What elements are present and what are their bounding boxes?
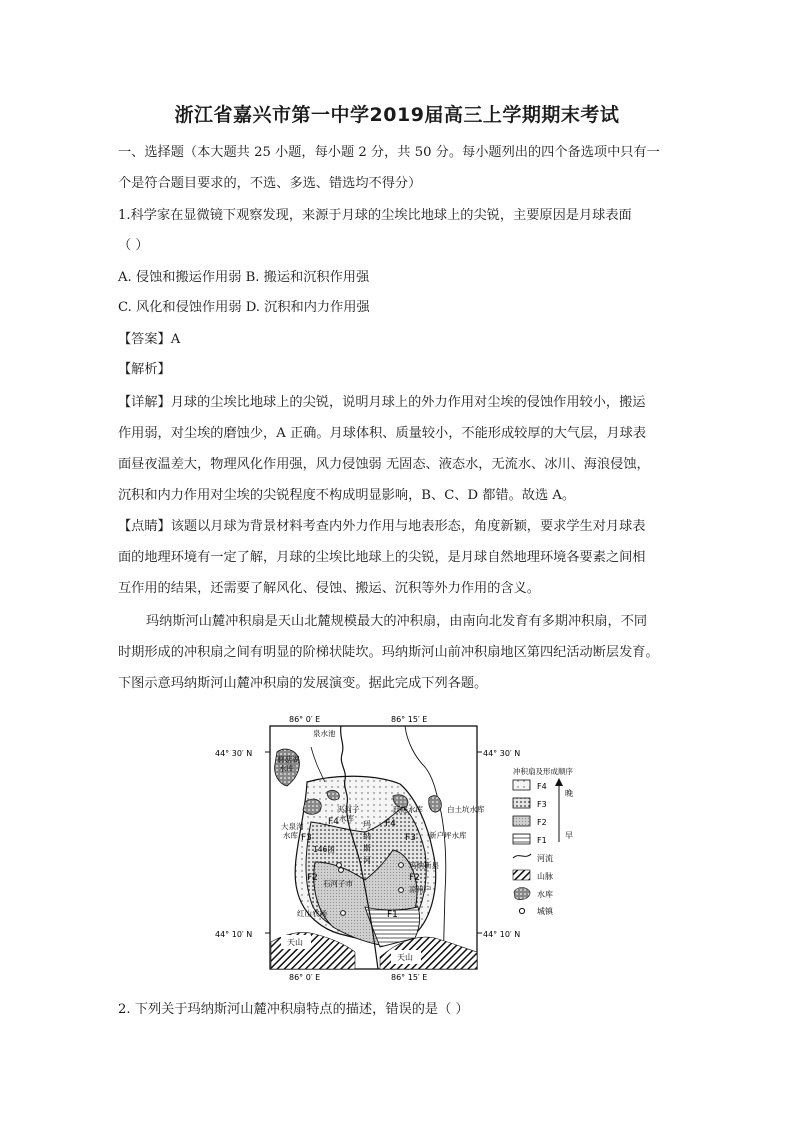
- lat-label-bottom-left: 44° 10′ N: [215, 930, 253, 939]
- place-baitukeng: 白土坑水库: [447, 805, 485, 814]
- legend-f3: F3: [537, 800, 547, 809]
- section-instruction-line-2: 个是符合题目要求的，不选、多选、错选均不得分）: [118, 176, 422, 191]
- zone-label-f4-west: F4: [328, 817, 339, 827]
- legend-title: 冲积扇及形成顺序: [513, 767, 573, 776]
- lat-label-top-left: 44° 30′ N: [215, 749, 253, 758]
- legend-f2: F2: [537, 818, 547, 827]
- town-146tuan: [337, 863, 342, 868]
- town-manas: [399, 863, 404, 868]
- place-hongshan: 红山农场: [297, 909, 327, 918]
- detail-line-4: 沉积和内力作用对尘埃的尖锐程度不构成明显影响，B、C、D 都错。故选 A。: [118, 488, 576, 503]
- lon-label-bottom-right: 86° 15′ E: [391, 973, 428, 982]
- alluvial-fan-map: [215, 712, 585, 982]
- legend-f1: F1: [537, 836, 547, 845]
- legend-early: 早: [565, 831, 573, 840]
- place-daquan-1: 大泉沟: [281, 822, 304, 831]
- place-146tuan: 146团: [313, 845, 335, 854]
- passage-line-3: 下图示意玛纳斯河山麓冲积扇的发展演变。据此完成下列各题。: [118, 676, 488, 691]
- legend-town: 城镇: [537, 907, 553, 916]
- answer-label: 【答案】A: [118, 332, 181, 347]
- legend-reservoir-icon: [514, 888, 530, 900]
- place-yuejin: 跃进水库: [393, 805, 423, 814]
- reservoir-daquan: [303, 799, 321, 814]
- river-label-3: 斯: [363, 844, 371, 853]
- zone-label-f2-east: F2: [409, 873, 420, 883]
- question-1-bracket: （ ）: [118, 238, 149, 253]
- place-manas-county: 玛纳斯县: [409, 861, 439, 870]
- place-tianshan-west: 天山: [287, 938, 303, 947]
- comment-line-1: 【点睛】该题以月球为背景材料考查内外力作用与地表形态，角度新颖，要求学生对月球表: [118, 519, 646, 534]
- place-shihezi: 石河子市: [323, 879, 353, 888]
- legend-mountain-icon: [513, 870, 530, 880]
- map-svg: [215, 712, 585, 982]
- legend-river-icon: [513, 854, 531, 858]
- detail-line-3: 面昼夜温差大，物理风化作用强，风力侵蚀弱 无固态、液态水，无流水、冰川、海浪侵蚀，: [118, 457, 650, 472]
- legend-swatch-f1: [513, 834, 530, 844]
- place-jiahezi-1: 夹河子: [337, 805, 360, 814]
- river-label-1: 玛: [363, 820, 371, 829]
- zone-label-f3-east: F3: [405, 833, 416, 843]
- lon-label-top-left: 86° 0′ E: [289, 715, 321, 724]
- place-quanshuidi: 泉水池: [313, 729, 336, 738]
- place-daquan-2: 水库: [283, 831, 298, 840]
- comment-line-2: 面的地理环境有一定了解，月球的尘埃比地球上的尖锐，是月球自然地理环境各要素之间相: [118, 550, 646, 565]
- place-mogu-1: 蘑菇湖: [277, 755, 300, 764]
- comment-line-3: 互作用的结果，还需要了解风化、侵蚀、搬运、沉积等外力作用的含义。: [118, 581, 540, 596]
- place-liangzhou: 凉州户: [409, 885, 432, 894]
- legend-reservoir: 水库: [537, 890, 553, 899]
- lat-label-top-right: 44° 30′ N: [483, 749, 521, 758]
- place-jiahezi-2: 水库: [339, 814, 354, 823]
- question-1-options-ab: A. 侵蚀和搬运作用弱 B. 搬运和沉积作用强: [118, 270, 370, 285]
- town-shihezi: [339, 868, 344, 873]
- question-1-stem: 1.科学家在显微镜下观察发现，来源于月球的尘埃比地球上的尖锐，主要原因是月球表面: [118, 208, 632, 223]
- town-hongshan: [341, 911, 346, 916]
- place-xinhuping: 新户坪水库: [429, 831, 467, 840]
- river-label-4: 河: [363, 856, 371, 865]
- reservoir-baitukeng: [429, 796, 442, 812]
- passage-line-1: 玛纳斯河山麓冲积扇是天山北麓规模最大的冲积扇，由南向北发育有多期冲积扇，不同: [146, 614, 648, 629]
- legend-swatch-f3: [513, 798, 530, 808]
- legend-arrow-head-icon: [555, 778, 563, 786]
- legend-f4: F4: [537, 782, 547, 791]
- zone-label-f2-west: F2: [307, 873, 318, 883]
- zone-label-f1: F1: [387, 910, 398, 920]
- legend-town-icon: [519, 908, 524, 913]
- passage-line-2: 时期形成的冲积扇之间有明显的阶梯状陡坎。玛纳斯河山前冲积扇地区第四纪活动断层发育。: [118, 645, 659, 660]
- place-mogu-2: 水库: [279, 764, 294, 773]
- detail-line-2: 作用弱，对尘埃的磨蚀少，A 正确。月球体积、质量较小，不能形成较厚的大气层，月球表: [118, 426, 647, 441]
- detail-line-1: 【详解】月球的尘埃比地球上的尖锐，说明月球上的外力作用对尘埃的侵蚀作用较小，搬运: [118, 395, 646, 410]
- town-liangzhou: [399, 888, 404, 893]
- legend-swatch-f2: [513, 816, 530, 826]
- question-1-options-cd: C. 风化和侵蚀作用弱 D. 沉积和内力作用强: [118, 300, 370, 315]
- lon-label-bottom-left: 86° 0′ E: [289, 973, 321, 982]
- map-legend: [513, 766, 573, 916]
- river-label-2: 纳: [363, 832, 371, 841]
- analysis-label: 【解析】: [118, 362, 171, 377]
- legend-swatch-f4: [513, 780, 530, 790]
- section-instruction-line-1: 一、选择题（本大题共 25 小题，每小题 2 分，共 50 分。每小题列出的四个备选项中只有一: [118, 145, 660, 160]
- page-title: 浙江省嘉兴市第一中学2019届高三上学期期末考试: [174, 104, 620, 126]
- legend-mountain: 山脉: [537, 872, 553, 881]
- zone-label-f3-west: F3: [301, 833, 312, 843]
- legend-late: 晚: [565, 789, 573, 798]
- question-2-stem: 2. 下列关于玛纳斯河山麓冲积扇特点的描述，错误的是（ ）: [118, 1002, 469, 1017]
- place-tianshan-east: 天山: [397, 953, 413, 962]
- lat-label-bottom-right: 44° 10′ N: [483, 930, 521, 939]
- zone-label-f4-east: F4: [385, 819, 396, 829]
- legend-river: 河流: [537, 854, 553, 863]
- lon-label-top-right: 86° 15′ E: [391, 715, 428, 724]
